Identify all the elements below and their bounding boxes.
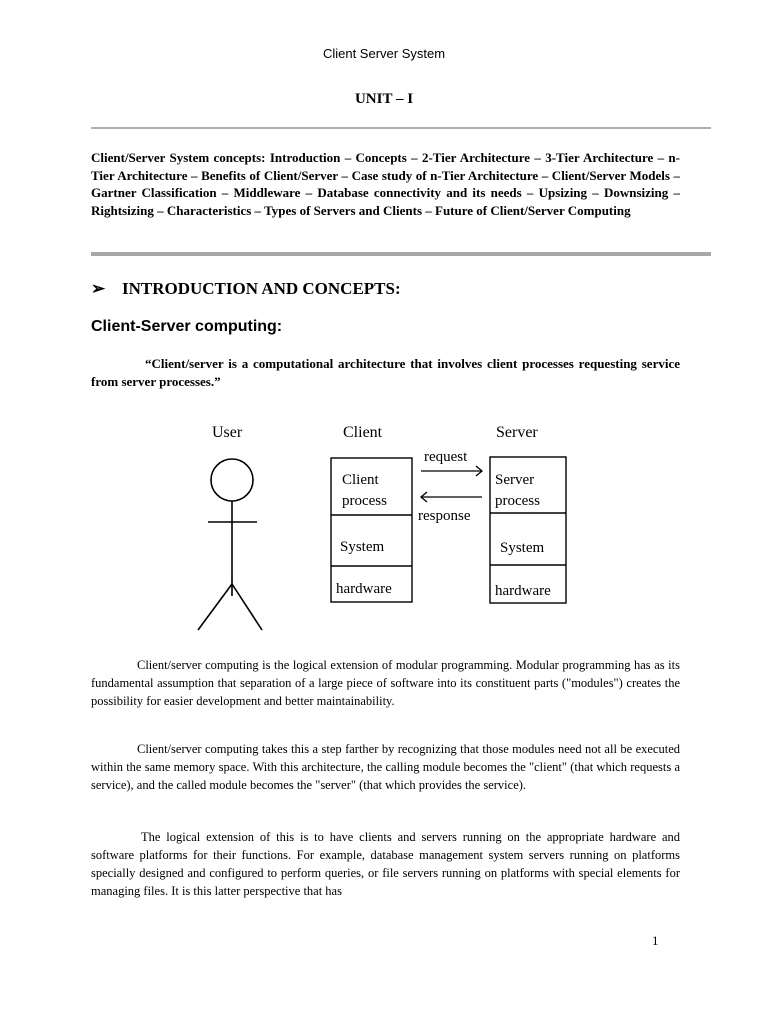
server-process-line1: Server xyxy=(495,472,535,488)
page-number: 1 xyxy=(652,933,659,948)
server-label: Server xyxy=(496,424,538,441)
paragraph-text: The logical extension of this is to have clients and servers running on the appropriate hardware and software platforms for their functions. For example, database management system servers running on platforms specially designed and configured to perform queries, or file servers running on platforms with special elements for managing files. It is this latter perspective that has xyxy=(91,830,680,898)
server-system-label: System xyxy=(500,540,545,556)
section-heading xyxy=(91,279,401,299)
syllabus-summary: Client/Server System concepts: Introduction – Concepts – 2-Tier Architecture – 3-Tier Architecture – n-Tier Architecture – Benefits of Client/Server – Case study of n-Tier Architecture – Client/Server Models – Gartner Classification – Middleware – Database connectivity and its needs – Upsizing – Downsizing – Rightsizing – Characteristics – Types of Servers and Clients – Future of Client/Server Computing xyxy=(91,150,680,218)
body-paragraph xyxy=(91,828,680,900)
client-label: Client xyxy=(343,424,383,441)
body-paragraph xyxy=(91,656,680,710)
user-label: User xyxy=(212,424,243,441)
divider-top xyxy=(91,127,711,129)
running-header: Client Server System xyxy=(322,46,446,61)
client-process-line1: Client xyxy=(342,472,379,488)
server-process-line2: process xyxy=(495,493,540,509)
divider-bottom xyxy=(91,252,711,256)
server-hardware-label: hardware xyxy=(495,583,551,599)
client-system-label: System xyxy=(340,539,385,555)
arrow-bullet-icon: ➢ xyxy=(91,279,106,298)
paragraph-text: Client/server computing takes this a step farther by recognizing that those modules need not all be executed within the same memory space. With this architecture, the calling module becomes the "client" (that which requests a service), and the called module becomes the "server" (that which provides the service). xyxy=(91,742,680,792)
definition-text: “Client/server is a computational architecture that involves client processes requesting service from server processes.” xyxy=(91,356,680,389)
client-hardware-label: hardware xyxy=(336,581,392,597)
request-arrow-icon xyxy=(421,466,482,476)
client-server-diagram xyxy=(180,418,590,643)
client-process-line2: process xyxy=(342,493,387,509)
unit-title: UNIT – I xyxy=(354,91,414,107)
definition-quote xyxy=(91,355,680,390)
paragraph-text: Client/server computing is the logical extension of modular programming. Modular programming has as its fundamental assumption that separation of a large piece of software into its constituent parts ("modules") creates the possibility for easier development and better maintainability. xyxy=(91,658,680,708)
request-label: request xyxy=(424,449,468,465)
section-heading-text: INTRODUCTION AND CONCEPTS: xyxy=(122,279,401,298)
subsection-heading: Client-Server computing: xyxy=(91,318,283,335)
response-arrow-icon xyxy=(421,492,482,502)
response-label: response xyxy=(418,508,471,524)
body-paragraph xyxy=(91,740,680,794)
user-stick-figure xyxy=(198,459,262,630)
